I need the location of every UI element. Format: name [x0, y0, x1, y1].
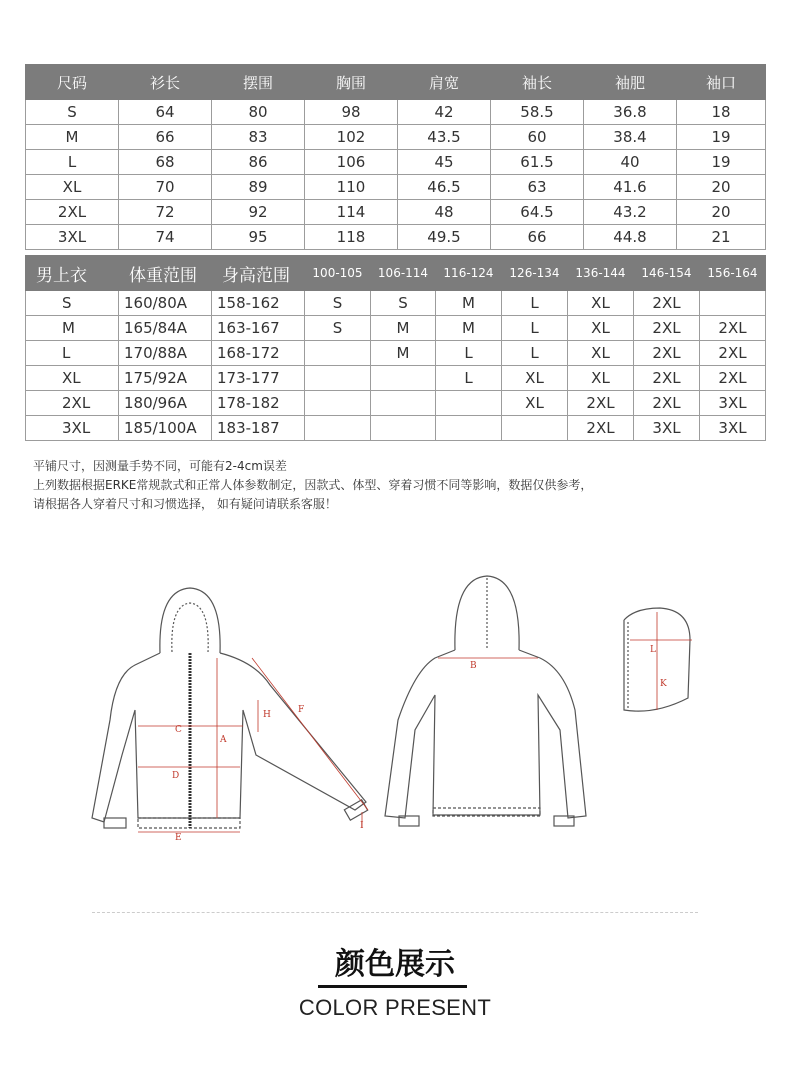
table-cell: S [305, 316, 371, 341]
table-cell: 2XL [634, 291, 700, 316]
header-cell: 袖肥 [584, 65, 677, 100]
table-row [26, 341, 766, 366]
table-cell: 173-177 [212, 366, 305, 391]
table-cell: 45 [398, 150, 491, 175]
table-cell: 165/84A [119, 316, 212, 341]
table-cell: M [436, 291, 502, 316]
table-cell [305, 391, 371, 416]
table-row [26, 366, 766, 391]
header-cell: 袖长 [491, 65, 584, 100]
table-row [26, 291, 766, 316]
table-cell: 106 [305, 150, 398, 175]
measure-label-a: A [220, 735, 227, 745]
table-cell: S [26, 291, 119, 316]
header-cell: 身高范围 [212, 256, 305, 291]
table-cell: 160/80A [119, 291, 212, 316]
table-cell: 38.4 [584, 125, 677, 150]
table-cell: L [502, 341, 568, 366]
table-cell: L [436, 366, 502, 391]
table-row [26, 125, 766, 150]
measure-label-d: D [172, 771, 180, 781]
header-cell: 体重范围 [119, 256, 212, 291]
table-cell: XL [26, 366, 119, 391]
header-cell: 116-124 [436, 256, 502, 291]
table-cell: 2XL [568, 416, 634, 441]
table-cell: 64 [119, 100, 212, 125]
jacket-front-drawing [92, 588, 368, 828]
measure-label-c: C [175, 725, 182, 735]
header-cell: 136-144 [568, 256, 634, 291]
table-cell: 72 [119, 200, 212, 225]
header-cell: 衫长 [119, 65, 212, 100]
note-line: 上列数据根据ERKE常规款式和正常人体参数制定，因款式、体型、穿着习惯不同等影响，数据仅供参考， [33, 478, 593, 492]
table-cell: M [371, 341, 436, 366]
table-cell: 183-187 [212, 416, 305, 441]
table-cell: 2XL [568, 391, 634, 416]
table-cell: 175/92A [119, 366, 212, 391]
measure-label-e: E [175, 833, 182, 843]
table-cell: 49.5 [398, 225, 491, 250]
table-cell: 46.5 [398, 175, 491, 200]
table-cell: 21 [677, 225, 766, 250]
table-cell [305, 366, 371, 391]
header-cell: 胸围 [305, 65, 398, 100]
measurement-notes [33, 457, 592, 514]
size-chart-header [26, 65, 766, 100]
table-cell: 3XL [26, 225, 119, 250]
table-cell: 3XL [700, 391, 766, 416]
table-cell [502, 416, 568, 441]
table-cell: 19 [677, 150, 766, 175]
header-cell: 摆围 [212, 65, 305, 100]
table-cell: 74 [119, 225, 212, 250]
table-row [26, 150, 766, 175]
table-cell: 44.8 [584, 225, 677, 250]
table-cell [371, 416, 436, 441]
table-cell: 168-172 [212, 341, 305, 366]
size-chart-table [25, 64, 766, 250]
jacket-back-drawing [385, 576, 586, 826]
header-cell: 袖口 [677, 65, 766, 100]
table-cell: XL [26, 175, 119, 200]
table-cell: L [26, 341, 119, 366]
measure-label-l: L [650, 645, 656, 655]
table-cell: XL [568, 316, 634, 341]
table-cell: 158-162 [212, 291, 305, 316]
table-cell: 95 [212, 225, 305, 250]
table-cell: S [26, 100, 119, 125]
section-title: 颜色展示 [335, 947, 455, 982]
table-cell: XL [568, 341, 634, 366]
table-cell: 64.5 [491, 200, 584, 225]
table-cell: 2XL [700, 341, 766, 366]
table-cell: 19 [677, 125, 766, 150]
table-row [26, 175, 766, 200]
header-cell: 男上衣 [26, 256, 119, 291]
table-cell: 61.5 [491, 150, 584, 175]
table-cell: 70 [119, 175, 212, 200]
measure-label-b: B [470, 661, 477, 671]
title-underline [318, 985, 467, 988]
table-cell: S [305, 291, 371, 316]
table-cell: 170/88A [119, 341, 212, 366]
measure-label-h: H [263, 710, 271, 720]
table-cell: 66 [119, 125, 212, 150]
measure-label-f: F [298, 705, 305, 715]
table-row [26, 316, 766, 341]
header-cell: 肩宽 [398, 65, 491, 100]
table-cell: 3XL [634, 416, 700, 441]
table-cell: 58.5 [491, 100, 584, 125]
table-cell: M [26, 316, 119, 341]
table-cell: 2XL [700, 316, 766, 341]
table-row [26, 416, 766, 441]
table-cell: 98 [305, 100, 398, 125]
table-row [26, 225, 766, 250]
table-cell: 2XL [634, 391, 700, 416]
table-cell [371, 391, 436, 416]
table-cell: 114 [305, 200, 398, 225]
table-cell: XL [502, 366, 568, 391]
table-cell: 20 [677, 200, 766, 225]
table-cell: 180/96A [119, 391, 212, 416]
table-cell [305, 341, 371, 366]
table-cell: S [371, 291, 436, 316]
header-cell: 106-114 [371, 256, 436, 291]
header-cell: 126-134 [502, 256, 568, 291]
table-cell: 80 [212, 100, 305, 125]
men-size-recommendation-table [25, 255, 766, 441]
men-table-header [26, 256, 766, 291]
table-cell: 43.2 [584, 200, 677, 225]
table-row [26, 100, 766, 125]
table-cell: M [436, 316, 502, 341]
table-cell: XL [568, 366, 634, 391]
table-cell: L [26, 150, 119, 175]
section-subtitle: COLOR PRESENT [298, 995, 492, 1020]
table-cell: 20 [677, 175, 766, 200]
garment-measurement-diagram [0, 560, 790, 860]
table-cell: 86 [212, 150, 305, 175]
table-cell: 18 [677, 100, 766, 125]
header-cell: 尺码 [26, 65, 119, 100]
table-cell: 3XL [700, 416, 766, 441]
table-cell: 92 [212, 200, 305, 225]
table-cell: 36.8 [584, 100, 677, 125]
table-cell: 2XL [26, 391, 119, 416]
table-cell [700, 291, 766, 316]
measure-label-i: I [360, 821, 364, 831]
header-cell: 100-105 [305, 256, 371, 291]
table-cell: 43.5 [398, 125, 491, 150]
table-cell: 60 [491, 125, 584, 150]
table-cell: M [26, 125, 119, 150]
hood-measure-lines [630, 612, 692, 710]
table-cell: 163-167 [212, 316, 305, 341]
table-cell: L [502, 316, 568, 341]
table-cell [371, 366, 436, 391]
table-cell [305, 416, 371, 441]
table-cell: 118 [305, 225, 398, 250]
table-cell [436, 391, 502, 416]
table-cell: 110 [305, 175, 398, 200]
note-line: 请根据各人穿着尺寸和习惯选择， 如有疑问请联系客服！ [33, 497, 337, 511]
table-cell: L [436, 341, 502, 366]
table-cell: XL [568, 291, 634, 316]
table-cell: 2XL [700, 366, 766, 391]
table-row [26, 391, 766, 416]
table-cell [436, 416, 502, 441]
table-cell: 3XL [26, 416, 119, 441]
table-cell: 66 [491, 225, 584, 250]
table-cell: 178-182 [212, 391, 305, 416]
table-cell: 48 [398, 200, 491, 225]
table-cell: 41.6 [584, 175, 677, 200]
table-cell: 102 [305, 125, 398, 150]
table-cell: 42 [398, 100, 491, 125]
table-cell: XL [502, 391, 568, 416]
table-cell: 2XL [26, 200, 119, 225]
measure-label-k: K [660, 679, 667, 689]
table-cell: M [371, 316, 436, 341]
table-row [26, 200, 766, 225]
table-cell: 2XL [634, 316, 700, 341]
table-cell: 89 [212, 175, 305, 200]
table-cell: L [502, 291, 568, 316]
table-cell: 40 [584, 150, 677, 175]
table-cell: 2XL [634, 341, 700, 366]
table-cell: 185/100A [119, 416, 212, 441]
table-cell: 2XL [634, 366, 700, 391]
header-cell: 146-154 [634, 256, 700, 291]
section-divider [92, 912, 698, 913]
table-cell: 83 [212, 125, 305, 150]
header-cell: 156-164 [700, 256, 766, 291]
note-line: 平铺尺寸，因测量手势不同，可能有2-4cm误差 [33, 459, 287, 473]
table-cell: 68 [119, 150, 212, 175]
table-cell: 63 [491, 175, 584, 200]
